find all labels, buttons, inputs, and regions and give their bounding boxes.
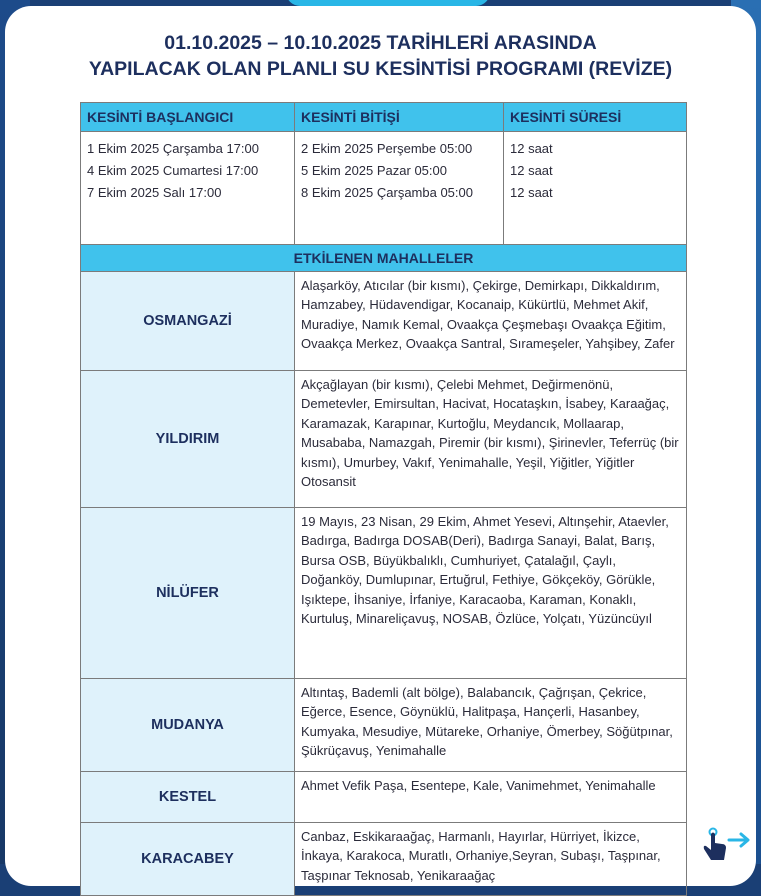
start-times-cell [81, 132, 295, 245]
start-time: 4 Ekim 2025 Cumartesi 17:00 [87, 163, 259, 178]
district-row [81, 371, 687, 508]
title-line-1: 01.10.2025 – 10.10.2025 TARİHLERİ ARASINDA [164, 32, 597, 54]
neighborhood-list: 19 Mayıs, 23 Nisan, 29 Ekim, Ahmet Yesevi, Altınşehir, Ataevler, Badırga, Badırga DOSAB(Deri), Badırga Sanayi, Balat, Barış, Bursa OSB, Büyükbalıklı, Cumhuriyet, Çatalağıl, Çaylı, Doğanköy, Dumlupınar, Ertuğrul, Fethiye, Gökçeköy, Görükle, Işıktepe, İhsaniye, İrfaniye, Karacaoba, Karaman, Konaklı, Kurtuluş, Minareliçavuş, NOSAB, Özlüce, Yolçatı, Yüzüncüyıl [295, 508, 687, 679]
page-title [0, 30, 761, 82]
outage-table [80, 102, 687, 896]
district-row [81, 823, 687, 896]
end-times-cell [295, 132, 504, 245]
district-name: NİLÜFER [81, 508, 295, 679]
duration: 12 saat [510, 185, 553, 200]
header-start: KESİNTİ BAŞLANGICI [81, 103, 295, 132]
start-time: 7 Ekim 2025 Salı 17:00 [87, 185, 222, 200]
end-time: 8 Ekim 2025 Çarşamba 05:00 [301, 185, 473, 200]
affected-neighborhoods-title: ETKİLENEN MAHALLELER [81, 245, 687, 272]
district-name: KESTEL [81, 772, 295, 823]
section-header-row [81, 245, 687, 272]
district-row [81, 679, 687, 772]
district-row [81, 508, 687, 679]
tap-swipe-right-icon[interactable] [702, 824, 758, 864]
neighborhood-list: Altıntaş, Bademli (alt bölge), Balabancık, Çağrışan, Çekrice, Eğerce, Esence, Göynüklü, Halitpaşa, Hançerli, Hasanbey, Kumyaka, Mesudiye, Mütareke, Orhaniye, Ömerbey, Söğütpınar, Şükrüçavuş, Yenimahalle [295, 679, 687, 772]
duration: 12 saat [510, 141, 553, 156]
neighborhood-list: Ahmet Vefik Paşa, Esentepe, Kale, Vanimehmet, Yenimahalle [295, 772, 687, 823]
end-time: 5 Ekim 2025 Pazar 05:00 [301, 163, 447, 178]
district-row [81, 272, 687, 371]
district-name: MUDANYA [81, 679, 295, 772]
district-name: YILDIRIM [81, 371, 295, 508]
header-end: KESİNTİ BİTİŞİ [295, 103, 504, 132]
neighborhood-list: Akçağlayan (bir kısmı), Çelebi Mehmet, Değirmenönü, Demetevler, Emirsultan, Hacivat, Hocataşkın, İsabey, Karaağaç, Karamazak, Karapınar, Kurtoğlu, Meydancık, Mollaarap, Musababa, Namazgah, Piremir (bir kısmı), Şirinevler, Teferrüç (bir kısmı), Umurbey, Vakıf, Yenimahalle, Yeşil, Yiğitler, Yiğitler Otosansit [295, 371, 687, 508]
header-duration: KESİNTİ SÜRESİ [504, 103, 687, 132]
district-name: OSMANGAZİ [81, 272, 295, 371]
start-time: 1 Ekim 2025 Çarşamba 17:00 [87, 141, 259, 156]
duration: 12 saat [510, 163, 553, 178]
end-time: 2 Ekim 2025 Perşembe 05:00 [301, 141, 473, 156]
district-name: KARACABEY [81, 823, 295, 896]
schedule-header-row [81, 103, 687, 132]
durations-cell [504, 132, 687, 245]
district-row [81, 772, 687, 823]
neighborhood-list: Alaşarköy, Atıcılar (bir kısmı), Çekirge, Demirkapı, Dikkaldırım, Hamzabey, Hüdavendigar, Kocanaip, Kükürtlü, Mehmet Akif, Muradiye, Namık Kemal, Ovaakça Çeşmebaşı Ovaakça Eğitim, Ovaakça Merkez, Ovaakça Santral, Sırameşeler, Yahşibey, Zafer [295, 272, 687, 371]
title-line-2: YAPILACAK OLAN PLANLI SU KESİNTİSİ PROGRAMI (REVİZE) [88, 58, 673, 80]
schedule-row [81, 132, 687, 245]
neighborhood-list: Canbaz, Eskikaraağaç, Harmanlı, Hayırlar, Hürriyet, İkizce, İnkaya, Karakoca, Muratlı, Orhaniye,Seyran, Subaşı, Taşpınar, Taşpınar Teknosab, Yenikaraağaç [295, 823, 687, 896]
